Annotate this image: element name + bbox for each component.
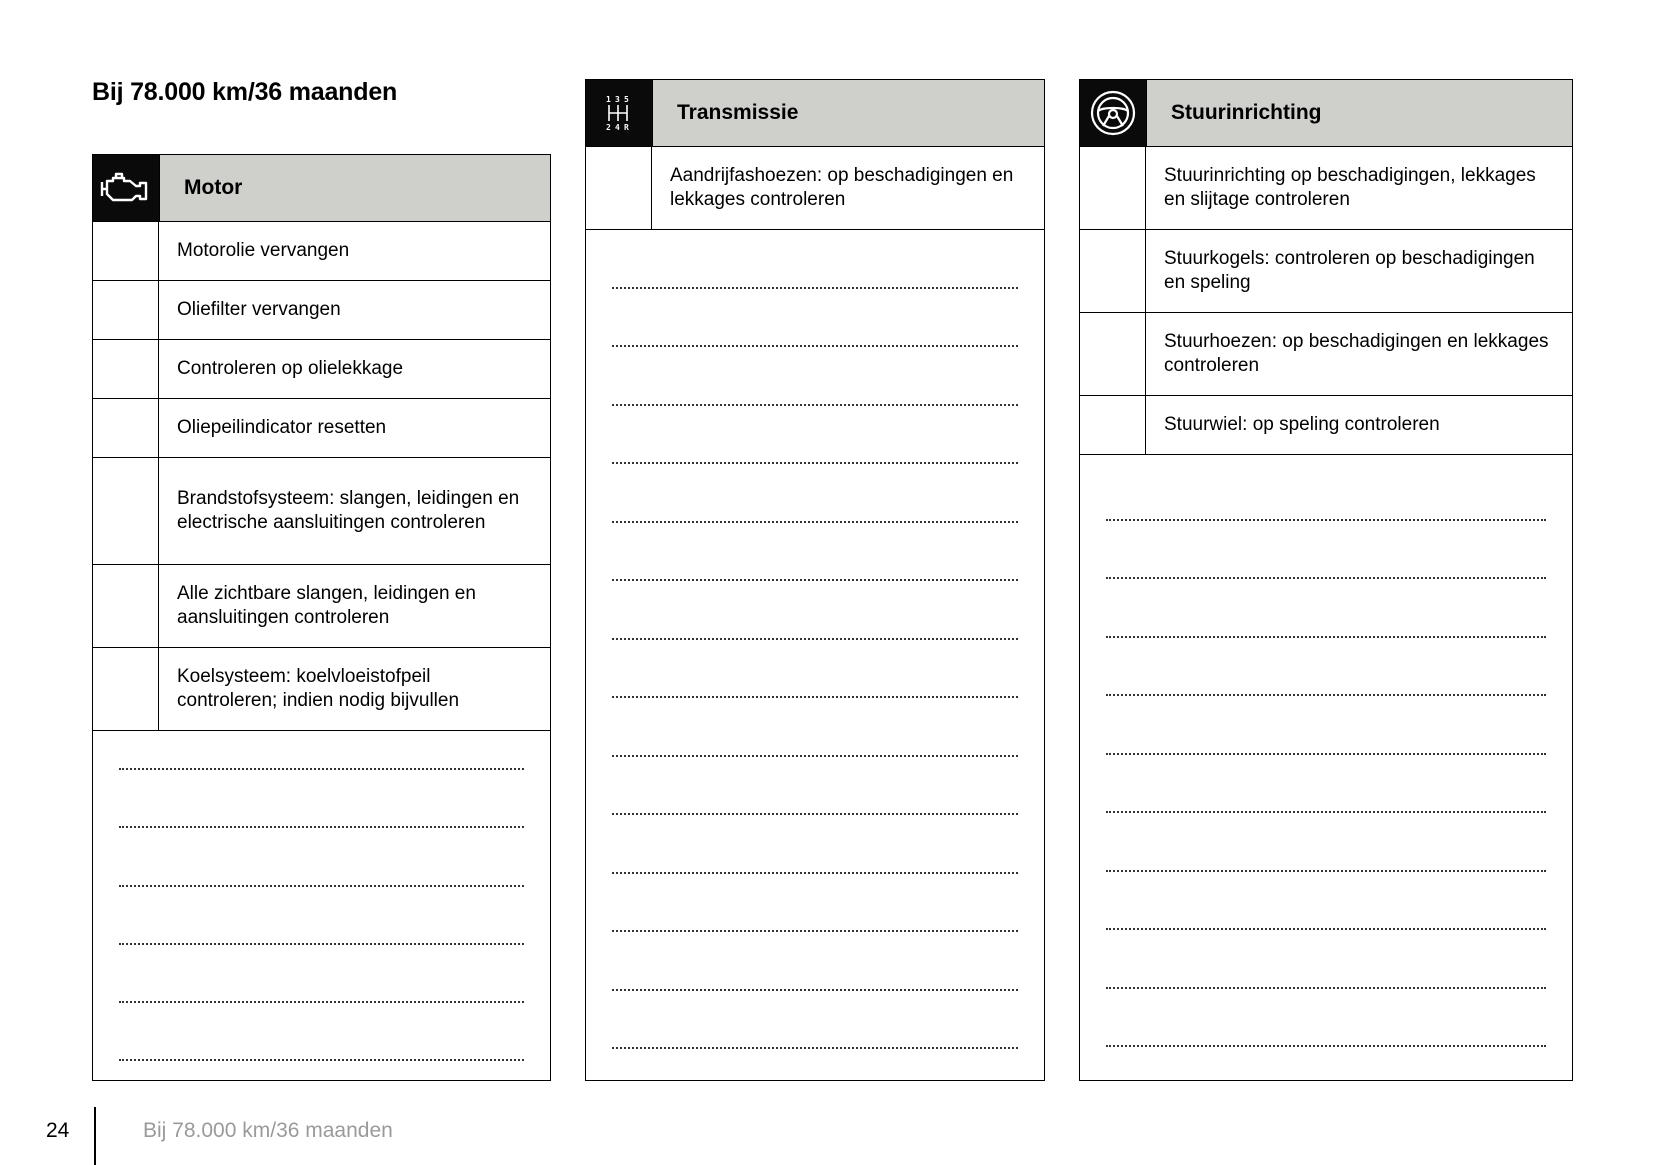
task-label: Aandrijfashoezen: op beschadigingen en lekkages controleren: [670, 165, 1014, 210]
stuurinrichting-title: Stuurinrichting: [1171, 101, 1322, 124]
note-line[interactable]: [1106, 577, 1546, 579]
page-number: 24: [46, 1119, 70, 1142]
task-row: [93, 458, 550, 565]
motor-panel: [92, 154, 551, 1081]
stuurinrichting-panel: [1079, 79, 1573, 1081]
note-line[interactable]: [612, 345, 1018, 347]
note-line[interactable]: [1106, 811, 1546, 813]
note-line[interactable]: [612, 462, 1018, 464]
task-label: Stuurinrichting op beschadigingen, lekkages en slijtage controleren: [1164, 165, 1536, 210]
note-line[interactable]: [612, 989, 1018, 991]
note-line[interactable]: [612, 755, 1018, 757]
gear-shift-icon: [586, 80, 653, 146]
note-line[interactable]: [119, 885, 524, 887]
note-line[interactable]: [1106, 694, 1546, 696]
task-checkbox[interactable]: [93, 565, 159, 647]
task-checkbox[interactable]: [93, 648, 159, 730]
task-label: Stuurhoezen: op beschadigingen en lekkages controleren: [1164, 331, 1549, 376]
note-line[interactable]: [612, 638, 1018, 640]
task-row: [93, 222, 550, 281]
note-line[interactable]: [119, 1001, 524, 1003]
svg-text:5: 5: [624, 95, 629, 104]
task-row: [1080, 313, 1572, 396]
task-row: [93, 648, 550, 731]
task-checkbox[interactable]: [1080, 396, 1146, 454]
task-label: Stuurkogels: controleren op beschadigingen en speling: [1164, 248, 1535, 293]
task-checkbox[interactable]: [1080, 230, 1146, 312]
svg-text:4: 4: [615, 123, 620, 132]
note-line[interactable]: [612, 404, 1018, 406]
motor-title: Motor: [184, 176, 243, 199]
task-row: [93, 340, 550, 399]
note-line[interactable]: [612, 579, 1018, 581]
footer-section-title: Bij 78.000 km/36 maanden: [143, 1119, 393, 1142]
stuurinrichting-header: [1080, 80, 1572, 147]
svg-text:3: 3: [615, 95, 620, 104]
task-row: [586, 147, 1044, 230]
notes-area[interactable]: [93, 731, 550, 1076]
notes-area[interactable]: [586, 230, 1044, 1080]
note-line[interactable]: [119, 1059, 524, 1061]
note-line[interactable]: [612, 872, 1018, 874]
task-checkbox[interactable]: [93, 399, 159, 457]
note-line[interactable]: [1106, 636, 1546, 638]
task-row: [1080, 396, 1572, 455]
task-checkbox[interactable]: [93, 222, 159, 280]
svg-text:2: 2: [606, 123, 611, 132]
task-label: Koelsysteem: koelvloeistofpeil controleren; indien nodig bijvullen: [177, 666, 460, 711]
task-checkbox[interactable]: [93, 458, 159, 564]
note-line[interactable]: [119, 943, 524, 945]
transmissie-header: [586, 80, 1044, 147]
task-label: Oliepeilindicator resetten: [177, 417, 387, 438]
task-label: Oliefilter vervangen: [177, 299, 341, 320]
note-line[interactable]: [612, 1047, 1018, 1049]
footer-divider: [94, 1107, 96, 1165]
task-checkbox[interactable]: [1080, 147, 1146, 229]
task-row: [1080, 230, 1572, 313]
task-checkbox[interactable]: [1080, 313, 1146, 395]
note-line[interactable]: [1106, 870, 1546, 872]
transmissie-panel: [585, 79, 1045, 1081]
task-label: Alle zichtbare slangen, leidingen en aansluitingen controleren: [177, 583, 476, 628]
svg-text:R: R: [624, 123, 629, 132]
notes-area[interactable]: [1080, 455, 1572, 1079]
svg-text:1: 1: [606, 95, 611, 104]
note-line[interactable]: [1106, 987, 1546, 989]
task-checkbox[interactable]: [93, 340, 159, 398]
task-label: Motorolie vervangen: [177, 240, 350, 261]
task-row: [93, 399, 550, 458]
task-checkbox[interactable]: [93, 281, 159, 339]
engine-icon: [93, 155, 160, 221]
transmissie-title: Transmissie: [677, 101, 799, 124]
note-line[interactable]: [612, 930, 1018, 932]
task-label: Brandstofsysteem: slangen, leidingen en electrische aansluitingen controleren: [177, 488, 520, 533]
task-row: [1080, 147, 1572, 230]
task-checkbox[interactable]: [586, 147, 652, 229]
note-line[interactable]: [612, 813, 1018, 815]
task-label: Controleren op olielekkage: [177, 358, 404, 379]
note-line[interactable]: [1106, 928, 1546, 930]
note-line[interactable]: [612, 696, 1018, 698]
steering-wheel-icon: [1080, 80, 1147, 146]
motor-header: [93, 155, 550, 222]
task-row: [93, 281, 550, 340]
task-row: [93, 565, 550, 648]
page-title: Bij 78.000 km/36 maanden: [92, 78, 398, 106]
note-line[interactable]: [1106, 1045, 1546, 1047]
note-line[interactable]: [1106, 519, 1546, 521]
note-line[interactable]: [119, 826, 524, 828]
task-label: Stuurwiel: op speling controleren: [1164, 414, 1440, 435]
note-line[interactable]: [612, 521, 1018, 523]
note-line[interactable]: [119, 768, 524, 770]
note-line[interactable]: [1106, 753, 1546, 755]
note-line[interactable]: [612, 287, 1018, 289]
